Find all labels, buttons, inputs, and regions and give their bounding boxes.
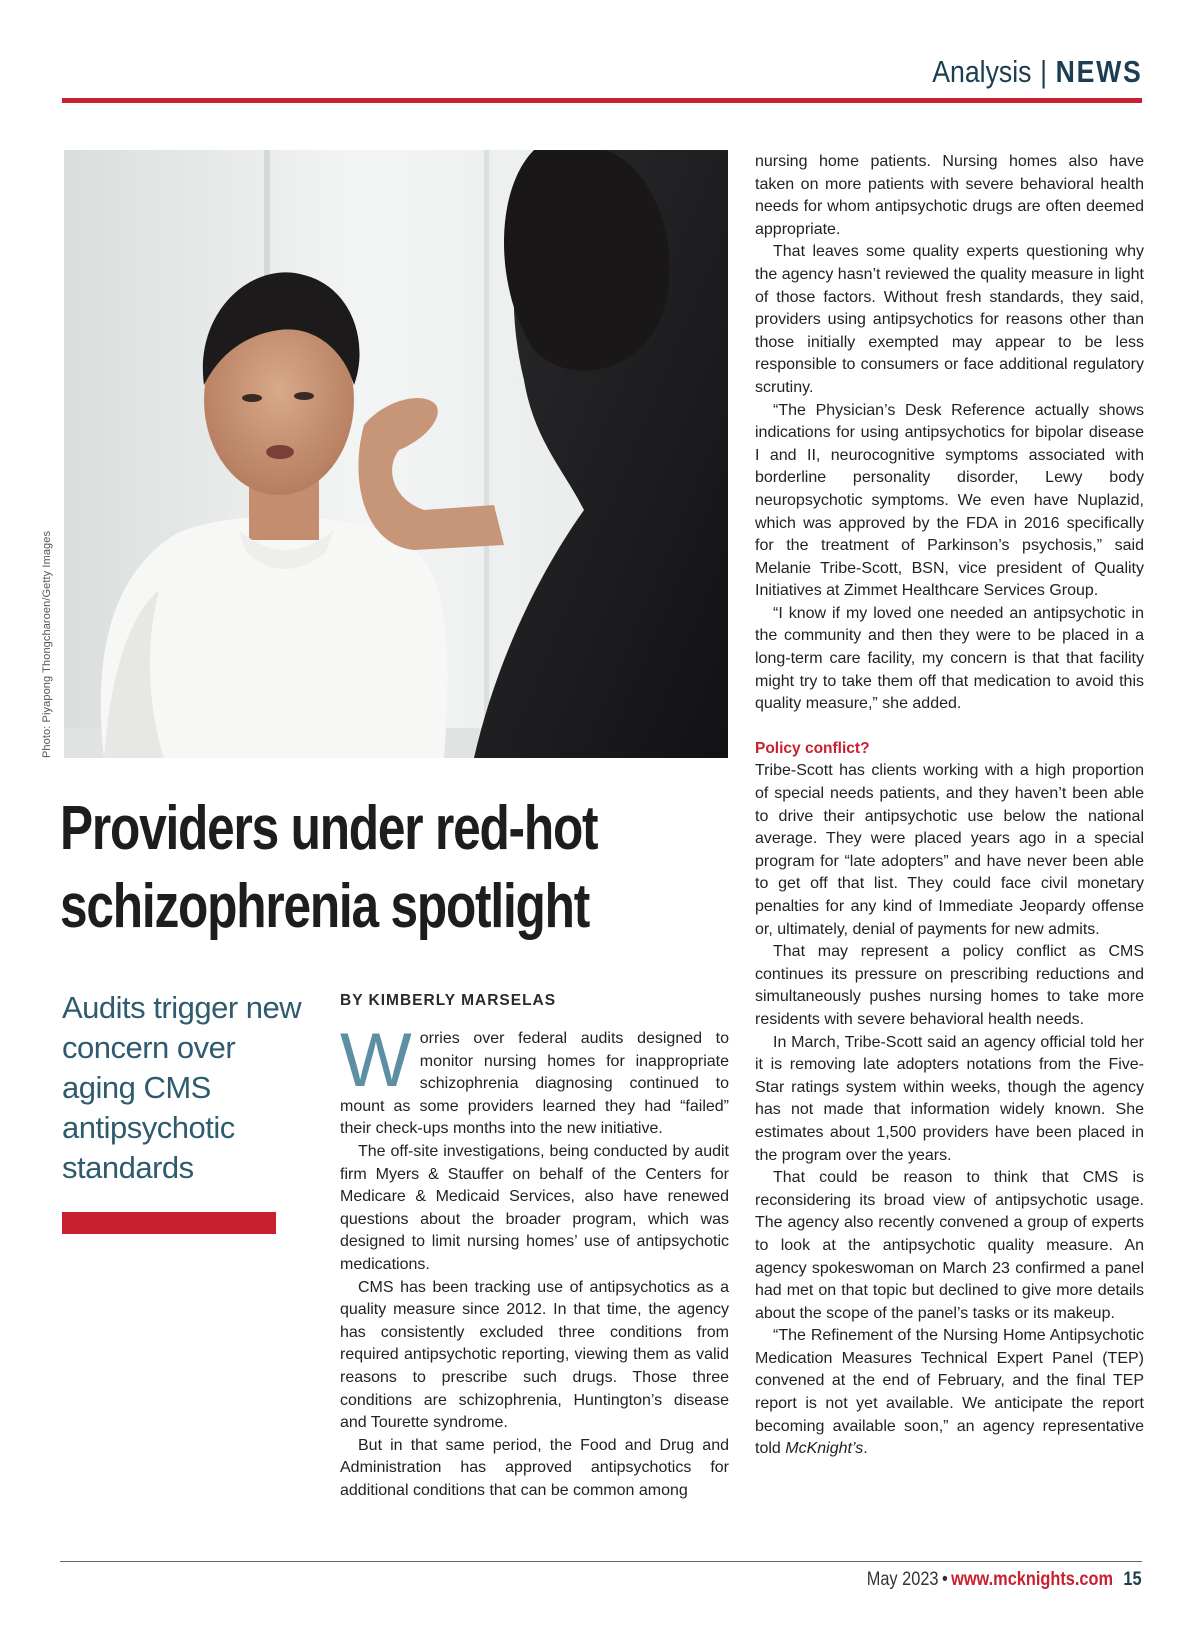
paragraph: That may represent a policy conflict as CMS continues its pressure on prescribing reductions and simultaneously pushes nursing homes to take more residents with severe behavioral health needs. bbox=[755, 943, 1144, 1028]
deck-accent-bar bbox=[62, 1212, 276, 1234]
section-separator: | bbox=[1039, 54, 1047, 89]
photo-credit: Photo: Piyapong Thongcharoen/Getty Images bbox=[41, 530, 53, 758]
publication-name: McKnight’s bbox=[785, 1440, 864, 1458]
paragraph-text: orries over federal audits designed to monitor nursing homes for inappropriate schizophrenia diagnosing continued to mount as some providers learned they had “failed” their check-ups months into the new initiative. bbox=[340, 1030, 729, 1138]
paragraph: In March, Tribe-Scott said an agency official told her it is removing late adopters notations from the Five-Star ratings system within weeks, though the agency has not made that information widely known. She estimates about 1,500 providers have been placed in the program over the years. bbox=[755, 1033, 1144, 1164]
website-link[interactable]: www.mcknights.com bbox=[951, 1569, 1114, 1590]
paragraph: That leaves some quality experts questioning why the agency hasn’t reviewed the quality measure in light of those factors. Without fresh standards, they said, providers using antipsychotics for reasons other than those initially exempted may appear to be less responsible to consumers or face additional regulatory scrutiny. bbox=[755, 243, 1144, 396]
section-label: Analysis bbox=[931, 54, 1032, 89]
paragraph: nursing home patients. Nursing homes also have taken on more patients with severe behavioral health needs for whom antipsychotic drugs are often deemed appropriate. bbox=[755, 153, 1144, 238]
paragraph: The off-site investigations, being conducted by audit firm Myers & Stauffer on behalf of the Centers for Medicare & Medicaid Services, also have renewed questions about the broader program, which was designed to limit nursing homes’ use of antipsychotic medications. bbox=[340, 1142, 729, 1273]
paragraph: “I know if my loved one needed an antipsychotic in the community and then they were to be placed in a long-term care facility, my concern is that that facility might try to take them off that medication to avoid this quality measure,” she added. bbox=[755, 604, 1144, 713]
headline bbox=[60, 790, 598, 946]
deck-subtitle: Audits trigger new concern over aging CMS antipsychotic standards bbox=[62, 990, 302, 1185]
dropcap: W bbox=[340, 1018, 412, 1103]
section-header bbox=[932, 52, 1142, 92]
paragraph bbox=[755, 1325, 1144, 1461]
paragraph: “The Physician’s Desk Reference actually shows indications for using antipsychotics for bipolar disease I and II, neurocognitive symptoms associated with borderline personality disorder, Lewy body neuropsychotic symptoms. We even have Nuplazid, which was approved by the FDA in 2016 specifically for the treatment of Parkinson’s psychosis,” said Melanie Tribe-Scott, BSN, vice president of Quality Initiatives at Zimmet Healthcare Services Group. bbox=[755, 401, 1144, 600]
section-name: NEWS bbox=[1055, 54, 1142, 89]
page-number: 15 bbox=[1123, 1569, 1142, 1590]
footer-bullet: • bbox=[942, 1569, 949, 1590]
paragraph: But in that same period, the Food and Drug and Administration has approved antipsychotics for additional conditions that can be common among bbox=[340, 1436, 729, 1499]
issue-date: May 2023 bbox=[867, 1569, 939, 1590]
paragraph-text: “The Refinement of the Nursing Home Antipsychotic Medication Measures Technical Expert Panel (TEP) convened at the end of February, and the final TEP report is not yet available. We anticipate the report becoming available soon,” an agency representative told bbox=[755, 1327, 1144, 1458]
bottom-divider bbox=[60, 1561, 1142, 1562]
paragraph-end: . bbox=[863, 1440, 868, 1458]
article-photo bbox=[64, 150, 728, 758]
paragraph: That could be reason to think that CMS is reconsidering its broad view of antipsychotic usage. The agency also recently convened a group of experts to look at the antipsychotic quality measure. An agency spokeswoman on March 23 confirmed a panel had met on that topic but declined to give more details about the scope of the panel’s tasks or its makeup. bbox=[755, 1169, 1144, 1322]
byline: BY KIMBERLY MARSELAS bbox=[340, 992, 557, 1009]
subhead: Policy conflict? bbox=[755, 739, 870, 757]
headline-line-1: Providers under red-hot bbox=[60, 794, 598, 863]
top-divider bbox=[62, 98, 1142, 103]
headline-line-2: schizophrenia spotlight bbox=[60, 872, 590, 941]
page-footer bbox=[867, 1566, 1142, 1594]
paragraph: Tribe-Scott has clients working with a high proportion of special needs patients, and they haven’t been able to drive their antipsychotic use below the national average. They were placed years ago in a special program for “late adopters” and have never been able to get off that list. They could face civil monetary penalties for any kind of Immediate Jeopardy offense or, ultimately, denial of payments for new admits. bbox=[755, 762, 1144, 938]
paragraph: CMS has been tracking use of antipsychotics as a quality measure since 2012. In that time, the agency has consistently excluded three conditions from required antipsychotic reporting, viewing them as valid reasons to prescribe such drugs. Those three conditions are schizophrenia, Huntington’s disease and Tourette syndrome. bbox=[340, 1278, 729, 1432]
article-column-1 bbox=[340, 1018, 729, 1502]
article-column-2 bbox=[755, 151, 1144, 1461]
paragraph bbox=[340, 1018, 729, 1141]
